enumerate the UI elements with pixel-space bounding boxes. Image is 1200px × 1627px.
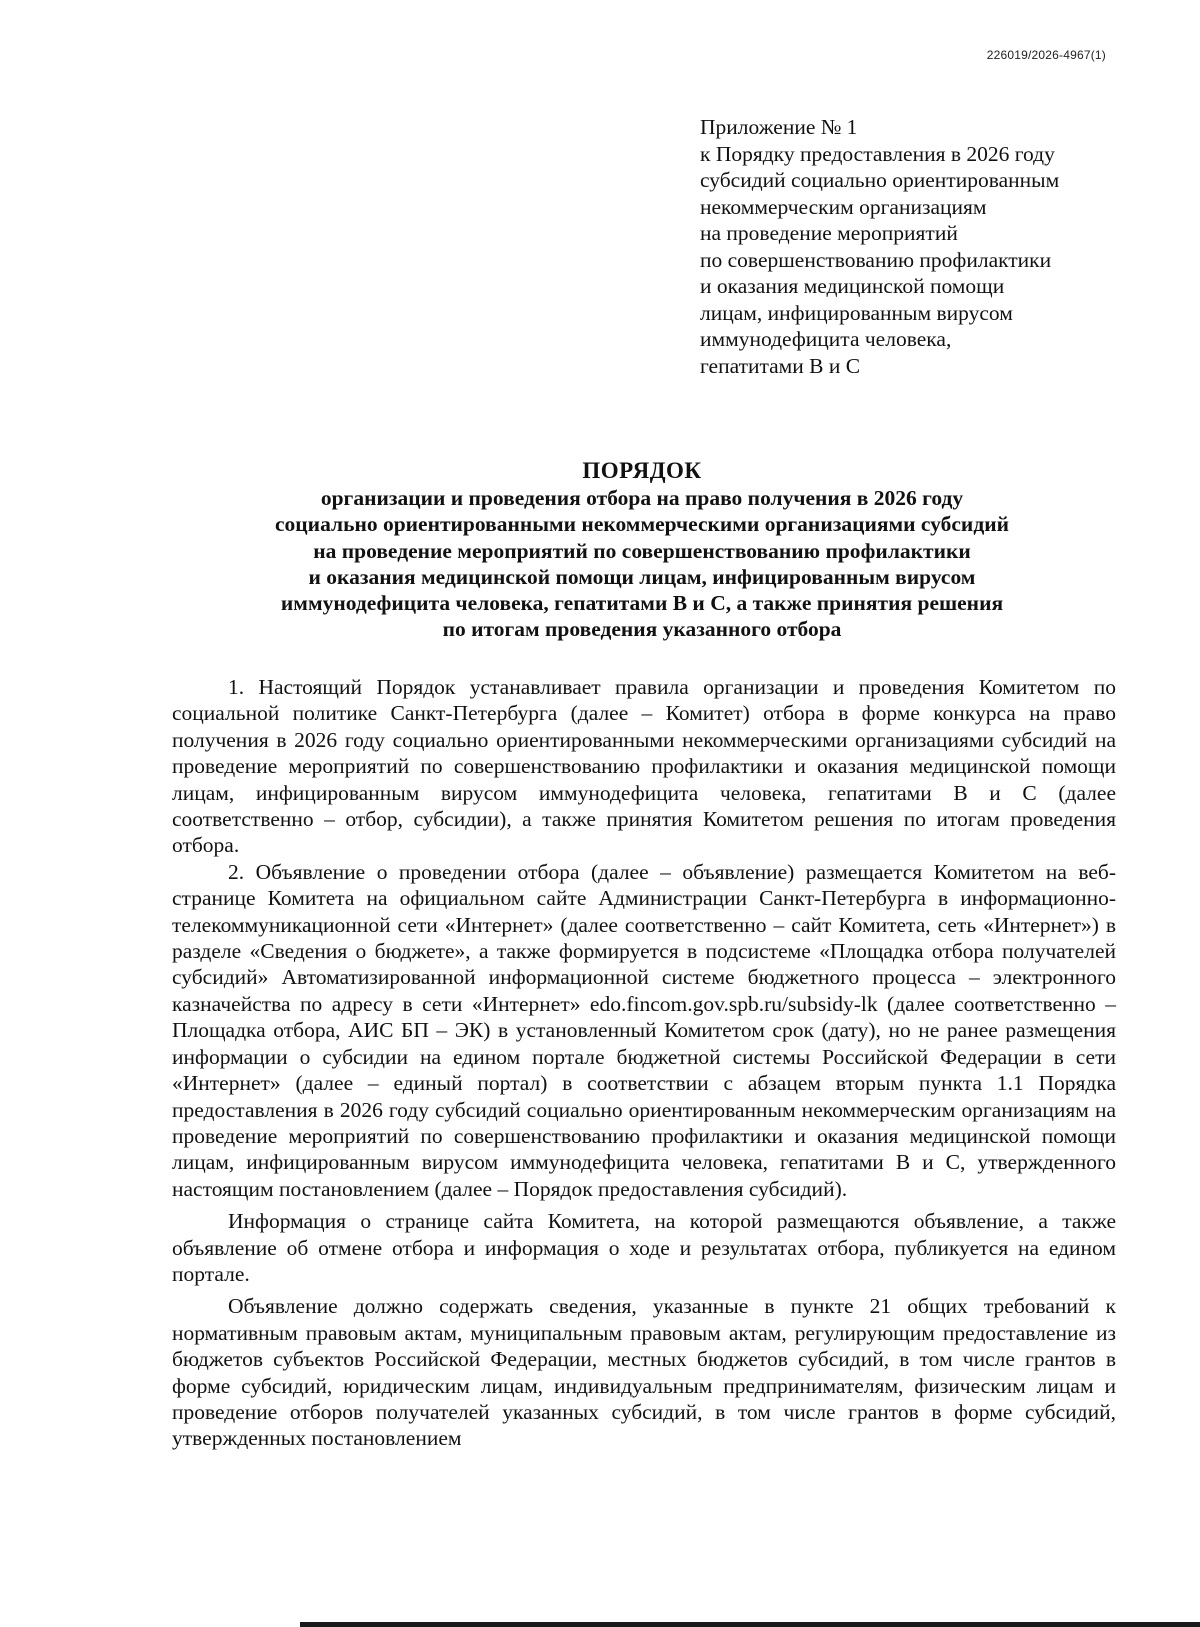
title-line: организации и проведения отбора на право получения в 2026 году: [320, 486, 964, 511]
title-line: на проведение мероприятий по совершенствованию профилактики: [313, 538, 971, 563]
appendix-line: по совершенствованию профилактики: [700, 247, 1052, 272]
paragraph-4: Объявление должно содержать сведения, указанные в пункте 21 общих требований к нормативным правовым актам, муниципальным правовым актам, регулирующим предоставление из бюджетов субъектов Российской Федерации, местных бюджетов субсидий, в том числе грантов в форме субсидий, юридическим лицам, индивидуальным предпринимателям, физическим лицам и проведение отборов получателей указанных субсидий, в том числе грантов в форме субсидий, утвержденных постановлением: [172, 1294, 1116, 1451]
document-body: [172, 674, 1116, 1452]
title-line: по итогам проведения указанного отбора: [442, 617, 842, 642]
appendix-line: и оказания медицинской помощи: [700, 274, 1005, 298]
document-number: 226019/2026-4967(1): [986, 48, 1106, 62]
appendix-line: гепатитами В и С: [700, 353, 861, 378]
appendix-line: некоммерческим организациям: [700, 194, 987, 219]
appendix-line: Приложение № 1: [700, 115, 858, 139]
title-line: иммунодефицита человека, гепатитами В и С, а также принятия решения: [280, 591, 1004, 616]
appendix-header: [700, 114, 1140, 379]
title-main: ПОРЯДОК: [582, 458, 702, 483]
scan-edge-rule: [300, 1622, 1200, 1627]
title-line: и оказания медицинской помощи лицам, инфицированным вирусом: [308, 564, 976, 589]
document-title: [172, 458, 1112, 642]
paragraph-1: 1. Настоящий Порядок устанавливает правила организации и проведения Комитетом по социальной политике Санкт-Петербурга (далее – Комитет) отбора в форме конкурса на право получения в 2026 году социально ориентированными некоммерческими организациями субсидий на проведение мероприятий по совершенствованию профилактики и оказания медицинской помощи лицам, инфицированным вирусом иммунодефицита человека, гепатитами В и С (далее соответственно – отбор, субсидии), а также принятия Комитетом решения по итогам проведения отбора.: [172, 675, 1116, 858]
appendix-line: лицам, инфицированным вирусом: [700, 300, 1013, 325]
title-line: социально ориентированными некоммерческими организациями субсидий: [275, 512, 1009, 537]
paragraph-2: 2. Объявление о проведении отбора (далее – объявление) размещается Комитетом на веб-странице Комитета на официальном сайте Администрации Санкт-Петербурга в информационно-телекоммуникационной сети «Интернет» (далее соответственно – сайт Комитета, сеть «Интернет») в разделе «Сведения о бюджете», а также формируется в подсистеме «Площадка отбора получателей субсидий» Автоматизированной информационной системе бюджетного процесса – электронного казначейства по адресу в сети «Интернет» edo.fincom.gov.spb.ru/subsidy-lk (далее соответственно – Площадка отбора, АИС БП – ЭК) в установленный Комитетом срок (дату), но не ранее размещения информации о субсидии на едином портале бюджетной системы Российской Федерации в сети «Интернет» (далее – единый портал) в соответствии с абзацем вторым пункта 1.1 Порядка предоставления в 2026 году субсидий социально ориентированным некоммерческим организациям на проведение мероприятий по совершенствованию профилактики и оказания медицинской помощи лицам, инфицированным вирусом иммунодефицита человека, гепатитами В и С, утвержденного настоящим постановлением (далее – Порядок предоставления субсидий).: [172, 859, 1116, 1201]
appendix-line: субсидий социально ориентированным: [700, 168, 1060, 192]
paragraph-3: Информация о странице сайта Комитета, на которой размещаются объявление, а также объявление об отмене отбора и информация о ходе и результатах отбора, публикуется на едином портале.: [172, 1209, 1116, 1286]
appendix-line: на проведение мероприятий: [700, 221, 958, 245]
appendix-line: иммунодефицита человека,: [700, 327, 952, 351]
appendix-line: к Порядку предоставления в 2026 году: [700, 141, 1055, 166]
